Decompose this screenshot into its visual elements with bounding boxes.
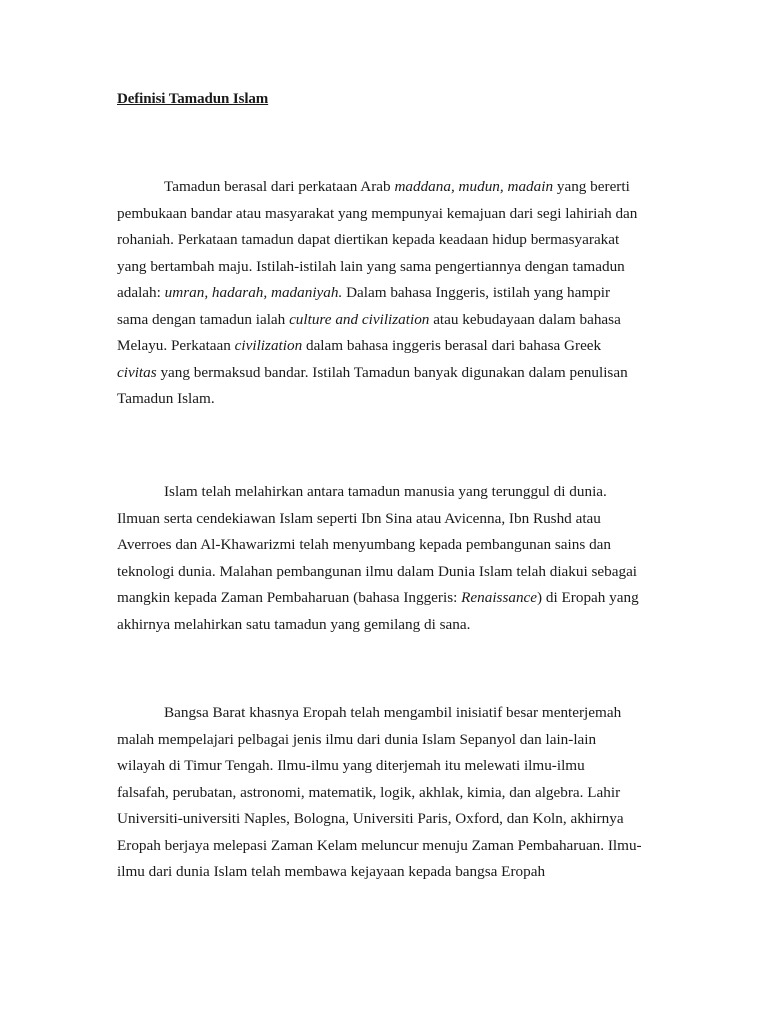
text-line (117, 360, 657, 387)
italic-term: civitas (117, 363, 157, 381)
text-line (117, 727, 657, 754)
text-run: Melayu. Perkataan (117, 337, 235, 354)
text-line (117, 254, 657, 281)
text-run: Universiti-universiti Naples, Bologna, Universiti Paris, Oxford, dan Koln, akhirnya (117, 810, 624, 827)
text-run: malah mempelajari pelbagai jenis ilmu dari dunia Islam Sepanyol dan lain-lain (117, 730, 597, 748)
text-line (117, 753, 657, 780)
text-run: Averroes dan Al-Khawarizmi telah menyumbang kepada pembangunan sains dan (117, 536, 611, 553)
text-run: wilayah di Timur Tengah. Ilmu-ilmu yang diterjemah itu melewati ilmu-ilmu (117, 757, 585, 774)
text-run: sama dengan tamadun ialah (117, 310, 290, 328)
text-line (117, 532, 657, 559)
text-line (117, 559, 657, 586)
text-line (117, 386, 657, 413)
text-run: Tamadun berasal dari perkataan Arab (164, 178, 395, 195)
text-run: ) di Eropah yang (537, 589, 639, 606)
text-run: falsafah, perubatan, astronomi, matematik, logik, akhlak, kimia, dan algebra. Lahir (117, 783, 621, 801)
text-run: ilmu dari dunia Islam telah membawa kejayaan kepada bangsa Eropah (117, 863, 546, 880)
text-line (117, 780, 657, 807)
text-run: Islam telah melahirkan antara tamadun manusia yang terunggul di dunia. (164, 483, 607, 500)
text-line (117, 859, 657, 886)
text-run: akhirnya melahirkan satu tamadun yang gemilang di sana. (117, 615, 471, 633)
text-line (117, 201, 657, 228)
italic-term: civilization (234, 337, 303, 354)
paragraph-3 (117, 700, 657, 886)
text-run: Dalam bahasa Inggeris, istilah yang hampir (342, 284, 611, 301)
text-run: Bangsa Barat khasnya Eropah telah mengambil inisiatif besar menterjemah (164, 704, 622, 721)
text-run: pembukaan bandar atau masyarakat yang mempunyai kemajuan dari segi lahiriah dan (117, 204, 638, 222)
text-run: yang bererti (553, 178, 630, 195)
text-line (117, 174, 657, 201)
text-line (117, 612, 657, 639)
text-line (117, 585, 657, 612)
italic-term: maddana, mudun, madain (394, 178, 554, 195)
italic-term: umran, hadarah, madaniyah. (164, 284, 343, 301)
text-line (117, 280, 657, 307)
text-run: Ilmuan serta cendekiawan Islam seperti Ibn Sina atau Avicenna, Ibn Rushd atau (117, 509, 601, 527)
text-run: Tamadun Islam. (117, 390, 215, 407)
text-run: teknologi dunia. Malahan pembangunan ilmu dalam Dunia Islam telah diakui sebagai (117, 562, 638, 580)
text-run: atau kebudayaan dalam bahasa (429, 310, 621, 328)
text-run: mangkin kepada Zaman Pembaharuan (bahasa Inggeris: (117, 589, 462, 606)
text-line (117, 333, 657, 360)
text-line (117, 700, 657, 727)
italic-term: Renaissance (461, 589, 538, 606)
italic-term: culture and civilization (289, 310, 430, 328)
text-run: yang bertambah maju. Istilah-istilah lain yang sama pengertiannya dengan tamadun (117, 257, 625, 275)
text-run: adalah: (117, 284, 165, 301)
text-line (117, 833, 657, 860)
text-run: rohaniah. Perkataan tamadun dapat diertikan kepada keadaan hidup bermasyarakat (117, 231, 620, 248)
paragraph-1 (117, 174, 657, 413)
text-run: yang bermaksud bandar. Istilah Tamadun banyak digunakan dalam penulisan (156, 363, 628, 381)
document-heading: Definisi Tamadun Islam (117, 91, 269, 107)
text-line (117, 227, 657, 254)
text-run: dalam bahasa inggeris berasal dari bahasa Greek (302, 337, 602, 354)
text-line (117, 307, 657, 334)
text-line (117, 806, 657, 833)
text-line (117, 479, 657, 506)
text-run: Eropah berjaya melepasi Zaman Kelam meluncur menuju Zaman Pembaharuan. Ilmu- (117, 836, 642, 854)
paragraph-2 (117, 479, 657, 638)
text-line (117, 506, 657, 533)
